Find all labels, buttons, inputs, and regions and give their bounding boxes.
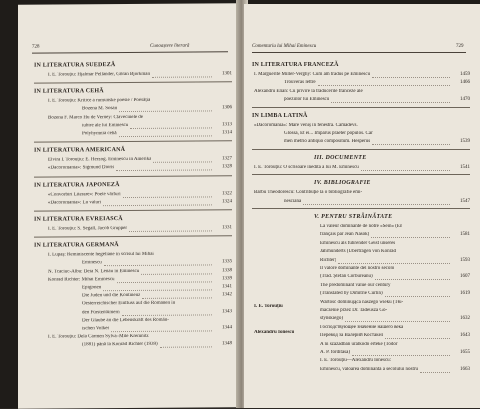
toc-entry: «Dacoromania»: Mare veniș in fenestra. Camadevs. <box>254 122 358 128</box>
toc-entry: Polyhymnia cehă <box>82 131 117 137</box>
toc-page-number: 1306 <box>222 105 232 111</box>
header-rule-left <box>32 51 228 53</box>
leader-dots <box>119 111 212 113</box>
leader-dots <box>338 263 450 264</box>
toc-page-number: 1539 <box>460 139 470 145</box>
toc-page-number: 1459 <box>460 72 470 77</box>
toc-entry: styńskiego) <box>320 316 344 322</box>
leader-dots <box>141 273 212 274</box>
toc-entry: Перевод за Валерий Костакел <box>320 333 384 339</box>
section-divider <box>34 235 232 237</box>
toc-entry: nesciană <box>284 198 302 204</box>
leader-dots <box>129 230 212 232</box>
toc-entry: Barbu Theodorescu: Contribuție la o bibliografie emi- <box>254 190 363 196</box>
section-divider <box>34 209 232 211</box>
toc-entry: Die Juden und die Kontinenz <box>82 293 141 299</box>
right-page <box>244 4 480 408</box>
section-title: IV. BIBLIOGRAFIE <box>314 180 371 187</box>
author-label: Alexandru Ionescu <box>254 330 295 335</box>
page-number-left: 728 <box>32 44 40 50</box>
toc-entry: Bozena F. Marco Hu de Verney: Clavecinele de <box>48 114 144 121</box>
toc-entry: (Trad. Ștefan Corbureanu) <box>320 274 373 280</box>
leader-dots <box>372 144 450 145</box>
section-title: IN LITERATURA SUEDEZĂ <box>34 62 116 69</box>
section-divider <box>252 174 470 175</box>
toc-entry: I. E. Torouțiu: Kritice a rumunske poesie / Poésăția <box>48 98 151 104</box>
leader-dots <box>385 338 450 339</box>
toc-page-number: 1331 <box>222 225 232 231</box>
header-rule-right <box>252 52 466 53</box>
toc-entry: men metrio antiquo compositum. Hesperus <box>284 139 371 145</box>
toc-entry: I. E. Torouțiu: Hjalmar Pellander, Göran Bjorkman <box>48 71 150 78</box>
section-title: IN LITERATURA JAPONEZĂ <box>34 181 120 189</box>
toc-entry: N. Tcaciuc-Albu: Deia N. Lenau in Eminescu <box>48 268 140 275</box>
toc-page-number: 1335 <box>222 259 232 265</box>
page-number-right: 729 <box>456 44 464 49</box>
leader-dots <box>130 127 212 129</box>
toc-entry: Richter) <box>320 257 337 263</box>
leader-dots <box>142 298 212 299</box>
toc-page-number: 1339 <box>222 276 232 282</box>
toc-entry: «Convorbiri Literare»: Poete vârfuri <box>48 191 121 198</box>
toc-page-number: 1541 <box>460 164 470 170</box>
section-divider <box>34 175 232 177</box>
toc-entry: Alexandru Elian: Cu privire la traducerile franceze ale <box>254 88 363 94</box>
toc-page-number: 1344 <box>222 325 232 331</box>
leader-dots <box>103 289 212 291</box>
toc-entry: (1881) până la Konrad Richter (1939) <box>82 342 158 348</box>
leader-dots <box>352 355 450 356</box>
leader-dots <box>116 170 212 172</box>
toc-page-number: 1313 <box>222 122 232 128</box>
toc-page-number: 1327 <box>222 156 232 162</box>
section-title: IN LITERATURA GERMANĂ <box>34 242 119 249</box>
leader-dots <box>361 170 450 171</box>
leader-dots <box>331 102 450 103</box>
toc-entry: «Dacoromania»: Sigmund Dioris <box>48 165 115 171</box>
toc-entry: den Fürstentümern <box>82 309 120 315</box>
section-title: IN LITERATURA AMERICANĂ <box>34 147 126 154</box>
author-label: I. E. Torouțiu <box>254 304 283 309</box>
toc-entry: français par Jean Nasok) <box>320 232 370 238</box>
leader-dots <box>123 196 212 198</box>
toc-entry: Konrad Richter: Mihai Eminescu <box>48 276 115 283</box>
toc-entry: I. E. Torouțiu: S. Segall, Jacob Grupper <box>48 226 127 232</box>
leader-dots <box>345 321 450 322</box>
toc-entry: I. Marguerite Miller-Verghy: Cum am tradus pe Eminescu <box>254 72 371 77</box>
running-head-right: Comentariu lui Mihai Eminescu <box>252 44 317 49</box>
toc-page-number: 1338 <box>222 267 232 273</box>
toc-page-number: 1593 <box>460 257 470 263</box>
section-title: V. PENTRU STRĂINĂTATE <box>314 214 393 220</box>
leader-dots <box>375 279 450 280</box>
running-head-left: Cunoaștere literară <box>150 43 190 49</box>
leader-dots <box>111 330 212 332</box>
toc-entry: ischen Volkes <box>82 326 110 332</box>
toc-page-number: 1343 <box>222 308 232 314</box>
leader-dots <box>152 76 212 77</box>
leader-dots <box>303 204 450 205</box>
toc-entry: I. Lupaș: Reminiscente hegeliane in scrisul lui Mihai <box>48 252 154 258</box>
toc-entry: La valeur dominante de notre «Sein» (En <box>320 224 403 229</box>
toc-entry: I. E. Torouțiu: Dela Carmen Sylva–Mite Kremnitz <box>48 334 149 340</box>
toc-entry: Господствующее значение нашего века <box>320 324 404 330</box>
toc-page-number: 1470 <box>460 97 470 103</box>
toc-entry: Eminescu, valoarea dominantă a secolului nostru <box>320 366 419 372</box>
toc-entry: Elvira I. Torouțiu: E. Herzog. Eminescu in Amerika <box>48 157 152 163</box>
toc-entry: Der Glaube an die Lebenskraft des Romän- <box>82 317 169 324</box>
section-title: IN LITERATURA EVREIASCĂ <box>34 216 123 223</box>
toc-page-number: 1328 <box>222 164 232 170</box>
toc-entry: Oesterreichischer Einfluss auf die Romanen in <box>82 301 176 307</box>
leader-dots <box>104 265 212 267</box>
section-divider <box>252 149 470 150</box>
toc-page-number: 1643 <box>460 333 470 339</box>
toc-page-number: 1322 <box>222 190 232 196</box>
toc-page-number: 1466 <box>460 80 470 86</box>
section-title: IN LITERATURA CEHĂ <box>34 88 104 95</box>
leader-dots <box>371 237 450 238</box>
toc-entry: maczenie przez Dr. Tadeusza Go- <box>320 308 388 313</box>
leader-dots <box>318 85 450 86</box>
toc-page-number: 1581 <box>460 232 470 238</box>
toc-page-number: 1632 <box>460 316 470 322</box>
toc-entry: Eminescu <box>82 260 102 266</box>
toc-entry: The predominant value our century <box>320 282 391 288</box>
leader-dots <box>420 372 450 373</box>
section-divider <box>252 208 470 209</box>
toc-page-number: 1342 <box>222 292 232 298</box>
toc-entry: iubire ale lui Eminescu <box>82 122 129 129</box>
leader-dots <box>153 162 212 163</box>
toc-entry: poeziilor lui Eminescu <box>284 97 330 103</box>
toc-entry: Il valore dominante del nostro secolo <box>320 266 395 271</box>
toc-page-number: 1655 <box>460 350 470 355</box>
section-title: III. DOCUMENTE <box>314 154 367 161</box>
toc-entry: I. E. Torouțiu—Alexandru Ionescu: <box>320 358 392 364</box>
toc-entry: Jahrhunderts (Übertragen von Konrad <box>320 249 396 255</box>
toc-entry: Bozena M. Sosan <box>82 106 118 112</box>
toc-entry: (Translated by Dimitrie Curlin) <box>320 291 383 297</box>
leader-dots <box>103 204 212 206</box>
toc-entry: Wartość dominująca naszego wieku (Tłu- <box>320 299 404 305</box>
leader-dots <box>372 77 450 78</box>
toc-page-number: 1301 <box>222 71 232 77</box>
toc-entry: «Dacoromania»: Lu valuri <box>48 199 102 206</box>
toc-entry: Trouveras lettre <box>284 80 316 86</box>
toc-entry: Epigonen <box>82 285 102 291</box>
toc-entry: Eminescu als führender Geist unseres <box>320 240 396 246</box>
toc-page-number: 1619 <box>460 291 470 297</box>
section-divider <box>34 140 232 142</box>
toc-entry: A. P. fordítása) <box>320 350 350 355</box>
left-page <box>18 3 240 409</box>
toc-page-number: 1341 <box>222 284 232 290</box>
toc-entry: A ni században uralkodó értéke (Todor <box>320 341 398 347</box>
leader-dots <box>160 347 212 348</box>
leader-dots <box>122 314 212 316</box>
section-divider <box>34 81 232 83</box>
leader-dots <box>117 281 212 283</box>
toc-page-number: 1314 <box>222 130 232 136</box>
leader-dots <box>119 135 212 137</box>
toc-page-number: 1324 <box>222 199 232 205</box>
toc-page-number: 1607 <box>460 274 470 280</box>
toc-page-number: 1348 <box>222 341 232 347</box>
section-divider <box>252 107 470 108</box>
section-title: IN LITERATURA FRANCEZĂ <box>252 62 339 68</box>
toc-page-number: 1547 <box>460 198 470 204</box>
leader-dots <box>385 296 450 297</box>
toc-entry: I. E. Torouțiu: O scrisoare inedită a lui M. Eminescu <box>254 164 359 170</box>
toc-entry: Glossa, Et ei... Imparus praeter populos. Car <box>284 131 373 136</box>
toc-page-number: 1663 <box>460 366 470 372</box>
section-title: IN LIMBA LATINĂ <box>252 112 308 119</box>
